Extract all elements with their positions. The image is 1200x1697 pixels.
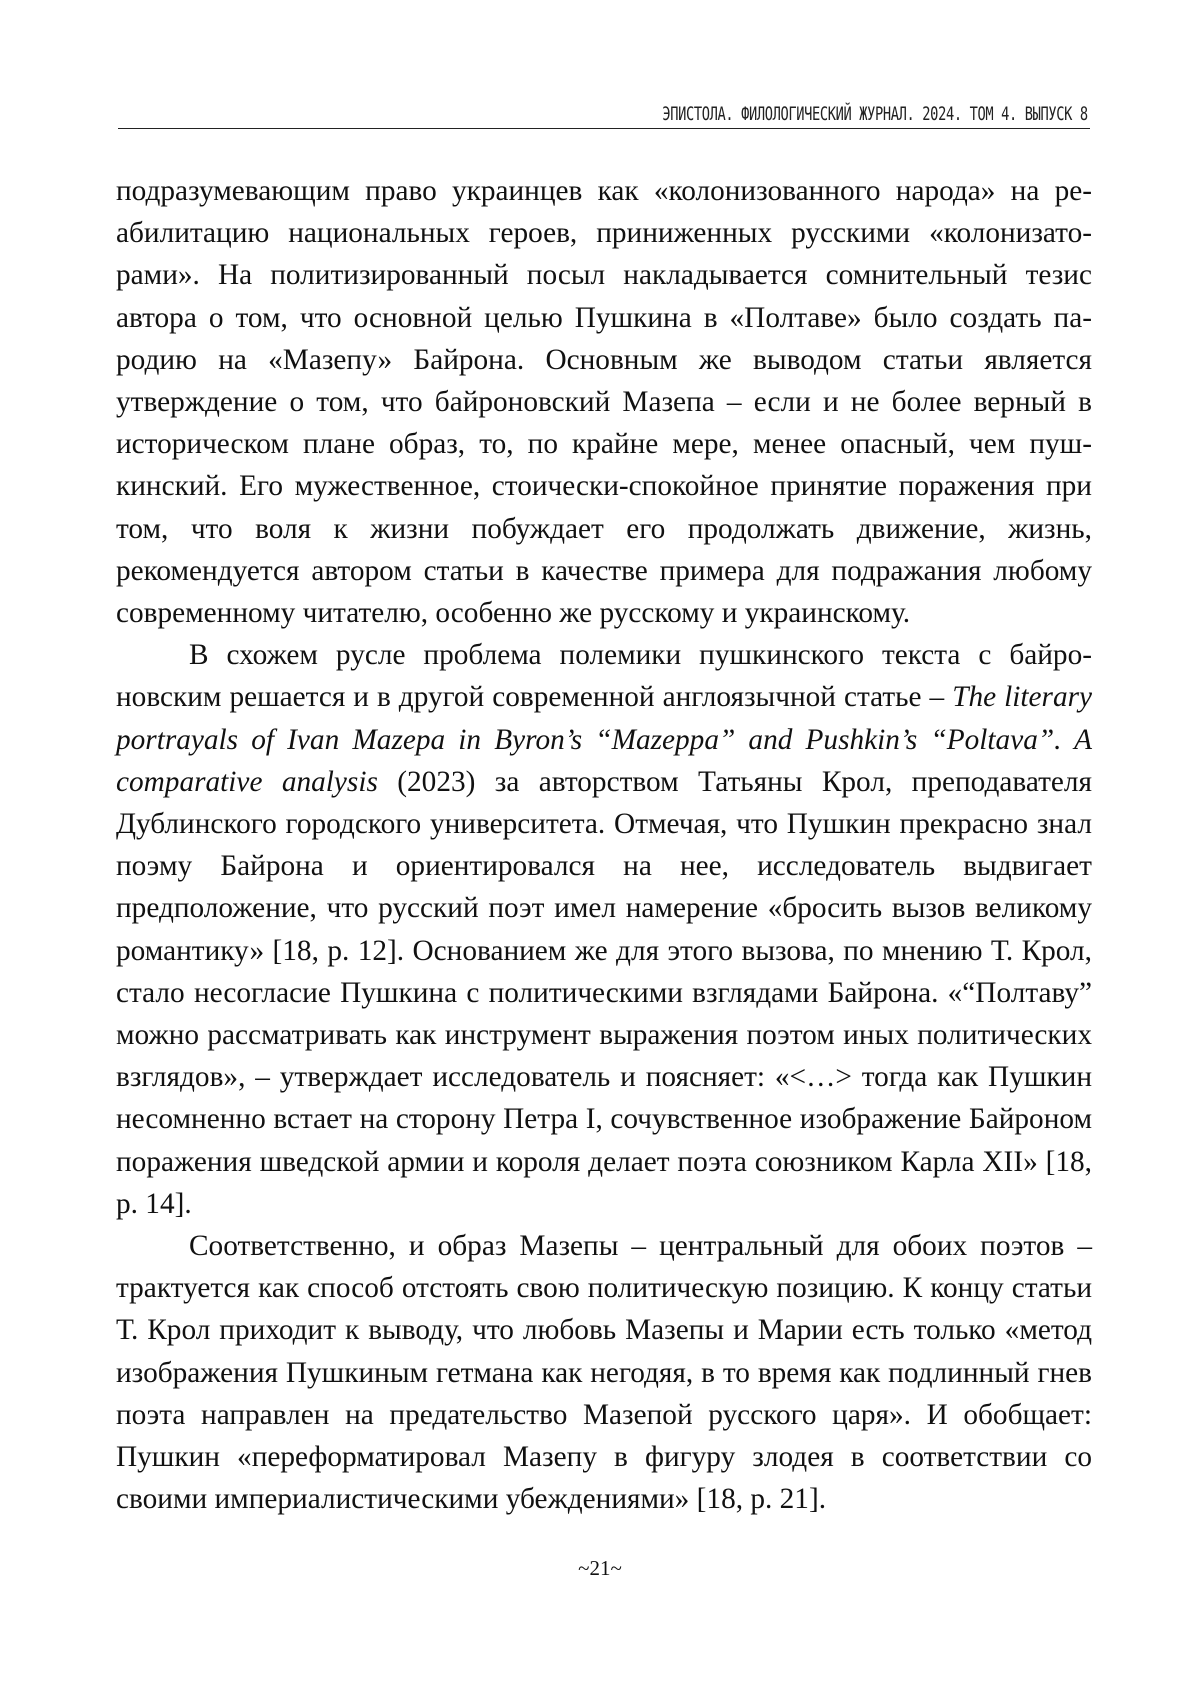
text-run: Соответственно, и образ Мазепы – центральный для обоих поэтов – трактуется как способ отстоять свою политическую позицию. К концу статьи Т. Крол приходит к выводу, что любовь Мазепы и Марии есть только «метод изображения Пушкиным гетмана как негодяя, в то время как подлинный гнев поэта направлен на предательство Мазепой русского царя». И обобщает: Пушкин «переформатировал Мазепу в фигуру злодея в соответствии со своими империалистическими убеждениями» [18, p. 21]. [116, 1230, 1092, 1515]
text-run: (2023) за авторством Татьяны Крол, препода­вателя Дублинского городского университета. Отмечая, что Пушкин пре­красно знал поэму Байрона и ориентировался на нее, исследователь выдвигает предположение, что русский поэт имел намерение «бросить вызов великому романтику» [18, p. 12]. Основанием же для этого вызова, по мнению Т. Крол, стало несогласие Пушкина с политическими взгляда­ми Байрона. «“Полтаву” можно рассматривать как инструмент выражения поэтом иных политических взглядов», – утверждает исследователь и по­ясняет: «<…> тогда как Пушкин несомненно встает на сторону Петра I, сочувственное изображение Байроном поражения шведской армии и ко­роля делает поэта союзником Карла XII» [18, p. 14]. [116, 766, 1092, 1220]
paragraph [116, 1225, 1092, 1520]
page-number: ~21~ [0, 1556, 1200, 1581]
article-body [116, 170, 1092, 1521]
paragraph [116, 634, 1092, 1225]
paragraph [116, 170, 1092, 634]
text-run: подразумевающим право украинцев как «колонизованного народа» на ре­абилитацию национальных героев, приниженных русскими «колонизато­рами». На политизированный посыл накладывается сомнительный тезис автора о том, что основной целью Пушкина в «Полтаве» было создать па­родию на «Мазепу» Байрона. Основным же выводом статьи является утверждение о том, что байроновский Мазепа – если и не более верный в историческом плане образ, то, по крайне мере, менее опасный, чем пуш­кинский. Его мужественное, стоически-спокойное принятие поражения при том, что воля к жизни побуждает его продолжать движение, жизнь, рекомендуется автором статьи в качестве примера для подражания любо­му современному читателю, особенно же русскому и украинскому. [116, 175, 1092, 629]
journal-running-title: ЭПИСТОЛА. ФИЛОЛОГИЧЕСКИЙ ЖУРНАЛ. 2024. ТОМ 4. ВЫПУСК 8 [663, 103, 1088, 125]
italic-title: The literary portrayals of Ivan Mazepa in Byron’s “Mazeppa” and Pushkin’s “Pol­tava”. A comparative analysis [116, 681, 1092, 797]
text-run: В схожем русле проблема полемики пушкинского текста с байро­новским решается и в другой современной англоязычной статье – [116, 639, 1092, 713]
running-header [118, 92, 1090, 129]
